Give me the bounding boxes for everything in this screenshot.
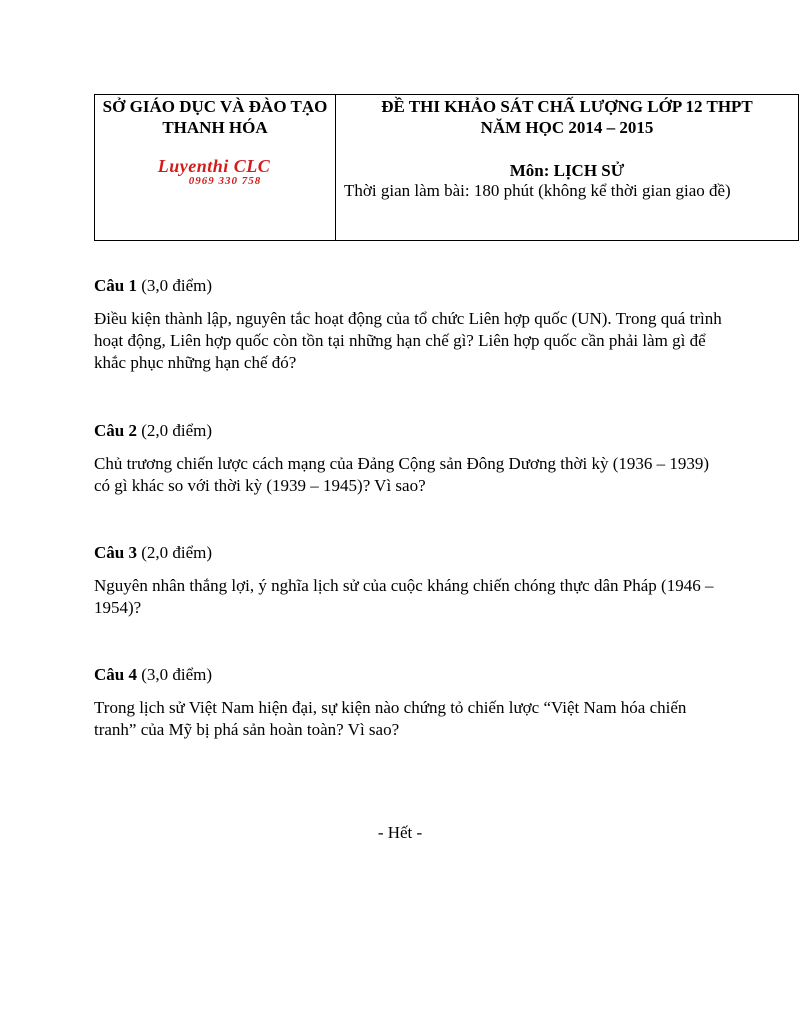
question-points: (3,0 điểm) bbox=[136, 276, 213, 295]
department-cell bbox=[95, 95, 336, 240]
question-heading bbox=[94, 664, 724, 686]
department-name: SỞ GIÁO DỤC VÀ ĐÀO TẠO THANH HÓA bbox=[102, 97, 328, 137]
question-2 bbox=[94, 420, 724, 497]
subject: Môn: LỊCH SỬ bbox=[509, 161, 625, 180]
question-3 bbox=[94, 542, 724, 619]
logo bbox=[139, 157, 289, 187]
question-4 bbox=[94, 664, 724, 741]
question-label: Câu 2 bbox=[94, 421, 137, 440]
question-text: Nguyên nhân thắng lợi, ý nghĩa lịch sử của cuộc kháng chiến chóng thực dân Pháp (1946 – 1954)? bbox=[94, 576, 714, 617]
question-points: (2,0 điểm) bbox=[136, 543, 213, 562]
question-label: Câu 3 bbox=[94, 543, 137, 562]
question-heading bbox=[94, 420, 724, 442]
exam-info-cell bbox=[336, 95, 798, 240]
question-label: Câu 1 bbox=[94, 276, 137, 295]
logo-phone: 0969 330 758 bbox=[188, 175, 262, 187]
question-points: (3,0 điểm) bbox=[136, 665, 213, 684]
question-1 bbox=[94, 275, 724, 374]
question-points: (2,0 điểm) bbox=[136, 421, 213, 440]
exam-title-line-2: NĂM HỌC 2014 – 2015 bbox=[480, 118, 654, 137]
logo-name: Luyenthi CLC bbox=[157, 156, 271, 176]
question-heading bbox=[94, 542, 724, 564]
question-text: Trong lịch sử Việt Nam hiện đại, sự kiện nào chứng tỏ chiến lược “Việt Nam hóa chiến tranh” của Mỹ bị phá sản hoàn toàn? Vì sao? bbox=[94, 698, 687, 739]
question-label: Câu 4 bbox=[94, 665, 137, 684]
question-text: Điều kiện thành lập, nguyên tắc hoạt động của tổ chức Liên hợp quốc (UN). Trong quá trình hoạt động, Liên hợp quốc còn tồn tại những hạn chế gì? Liên hợp quốc cần phải làm gì để khắc phục những hạn chế đó? bbox=[94, 309, 722, 372]
question-text: Chủ trương chiến lược cách mạng của Đảng Cộng sản Đông Dương thời kỳ (1936 – 1939) có gì khác so với thời kỳ (1939 – 1945)? Vì sao? bbox=[94, 454, 710, 495]
duration: Thời gian làm bài: 180 phút (không kể thời gian giao đề) bbox=[344, 181, 731, 200]
end-mark: - Hết - bbox=[377, 823, 423, 842]
exam-title-line-1: ĐỀ THI KHẢO SÁT CHẤ LƯỢNG LỚP 12 THPT bbox=[381, 97, 753, 116]
exam-title bbox=[336, 96, 798, 138]
question-heading bbox=[94, 275, 724, 297]
exam-header bbox=[94, 94, 799, 241]
